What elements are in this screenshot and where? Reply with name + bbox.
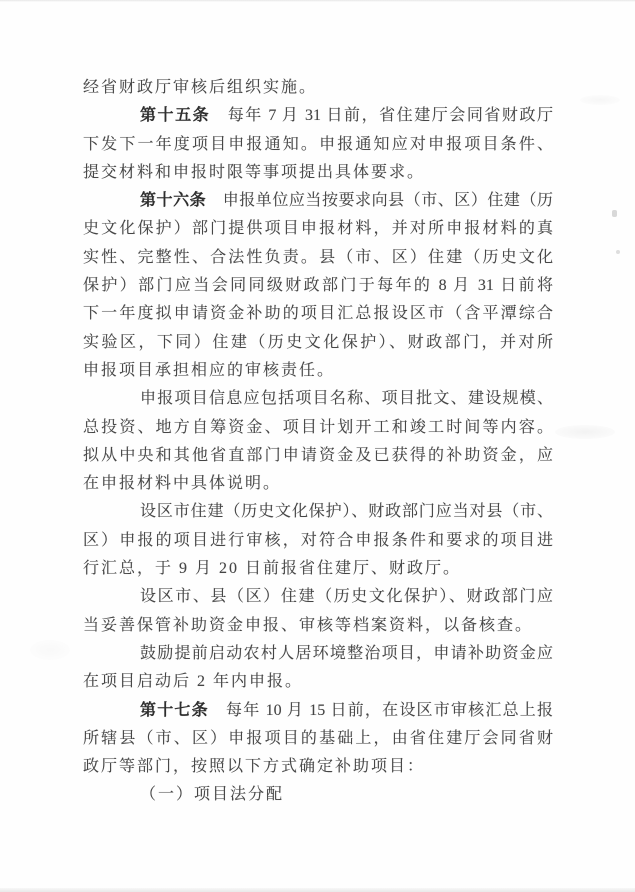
text-segment: 申报项目信息应包括项目名称、项目批文、建设规模、 bbox=[140, 390, 553, 408]
text-line bbox=[83, 385, 553, 413]
text-line bbox=[83, 74, 553, 102]
text-segment: 申报单位应当按要求向县（市、区）住建（历 bbox=[206, 192, 553, 210]
text-line bbox=[83, 498, 553, 526]
article-number-bold: 第十五条 bbox=[140, 107, 211, 125]
text-line bbox=[83, 159, 553, 187]
text-line bbox=[83, 272, 553, 300]
text-line bbox=[83, 357, 553, 385]
text-line bbox=[83, 725, 553, 753]
text-segment: 区）申报的项目进行审核，对符合申报条件和要求的项目进 bbox=[83, 531, 553, 549]
text-segment: 拟从中央和其他省直部门申请资金及已获得的补助资金，应 bbox=[83, 446, 553, 464]
text-segment: 所辖县（市、区）申报项目的基础上，由省住建厅会同省财 bbox=[83, 729, 553, 747]
scan-noise-speck bbox=[612, 210, 617, 217]
text-segment: 在申报材料中具体说明。 bbox=[83, 475, 282, 493]
document-text bbox=[83, 74, 553, 810]
scan-smudge bbox=[555, 425, 615, 439]
text-segment: 提交材料和申报时限等事项提出具体要求。 bbox=[83, 163, 426, 181]
text-segment: 政厅等部门，按照以下方式确定补助项目： bbox=[83, 758, 426, 776]
text-segment: 鼓励提前启动农村人居环境整治项目，申请补助资金应 bbox=[140, 644, 553, 662]
text-line bbox=[83, 131, 553, 159]
text-segment: 经省财政厅审核后组织实施。 bbox=[83, 79, 318, 96]
text-line bbox=[83, 612, 553, 640]
text-line bbox=[83, 244, 553, 272]
text-line bbox=[83, 640, 553, 668]
scan-top-edge bbox=[0, 0, 635, 2]
text-line bbox=[83, 781, 553, 809]
text-line bbox=[83, 470, 553, 498]
text-line bbox=[83, 215, 553, 243]
text-segment: 实性、完整性、合法性负责。县（市、区）住建（历史文化 bbox=[83, 248, 553, 266]
text-segment: 申报项目承担相应的审核责任。 bbox=[83, 361, 336, 379]
text-segment: 行汇总，于 9 月 20 日前报省住建厅、财政厅。 bbox=[83, 560, 462, 578]
text-segment: 每年 7 月 31 日前，省住建厅会同省财政厅 bbox=[210, 107, 553, 125]
text-segment: 设区市住建（历史文化保护）、财政部门应当对县（市、 bbox=[140, 503, 553, 521]
text-line bbox=[83, 555, 553, 583]
text-line bbox=[83, 329, 553, 357]
text-line bbox=[83, 300, 553, 328]
text-segment: 保护）部门应当会同同级财政部门于每年的 8 月 31 日前将 bbox=[83, 277, 553, 295]
scan-bottom-edge bbox=[0, 888, 635, 892]
article-number-bold: 第十六条 bbox=[140, 192, 207, 210]
scan-noise-speck bbox=[616, 250, 620, 254]
text-segment: 在项目启动后 2 年内申报。 bbox=[83, 673, 304, 691]
text-segment: 设区市、县（区）住建（历史文化保护）、财政部门应 bbox=[140, 588, 553, 606]
text-line bbox=[83, 527, 553, 555]
text-segment: 当妥善保管补助资金申报、审核等档案资料，以备核查。 bbox=[83, 616, 534, 634]
text-line bbox=[83, 187, 553, 215]
text-line bbox=[83, 753, 553, 781]
text-segment: 总投资、地方自筹资金、项目计划开工和竣工时间等内容。 bbox=[83, 418, 553, 436]
text-segment: 下发下一年度项目申报通知。申报通知应对申报项目条件、 bbox=[83, 135, 553, 153]
scan-smudge bbox=[30, 640, 70, 660]
text-line bbox=[83, 583, 553, 611]
text-segment: 每年 10 月 15 日前，在设区市审核汇总上报 bbox=[208, 701, 553, 719]
text-line bbox=[83, 414, 553, 442]
article-number-bold: 第十七条 bbox=[140, 701, 209, 719]
text-line bbox=[83, 668, 553, 696]
text-segment: 史文化保护）部门提供项目申报材料，并对所申报材料的真 bbox=[83, 220, 553, 238]
text-line bbox=[83, 697, 553, 725]
text-segment: （一）项目法分配 bbox=[140, 786, 285, 804]
text-segment: 下一年度拟申请资金补助的项目汇总报设区市（含平潭综合 bbox=[83, 305, 553, 323]
scan-smudge bbox=[580, 95, 620, 105]
text-line bbox=[83, 102, 553, 130]
text-segment: 实验区，下同）住建（历史文化保护）、财政部门，并对所 bbox=[83, 333, 553, 351]
text-line bbox=[83, 442, 553, 470]
